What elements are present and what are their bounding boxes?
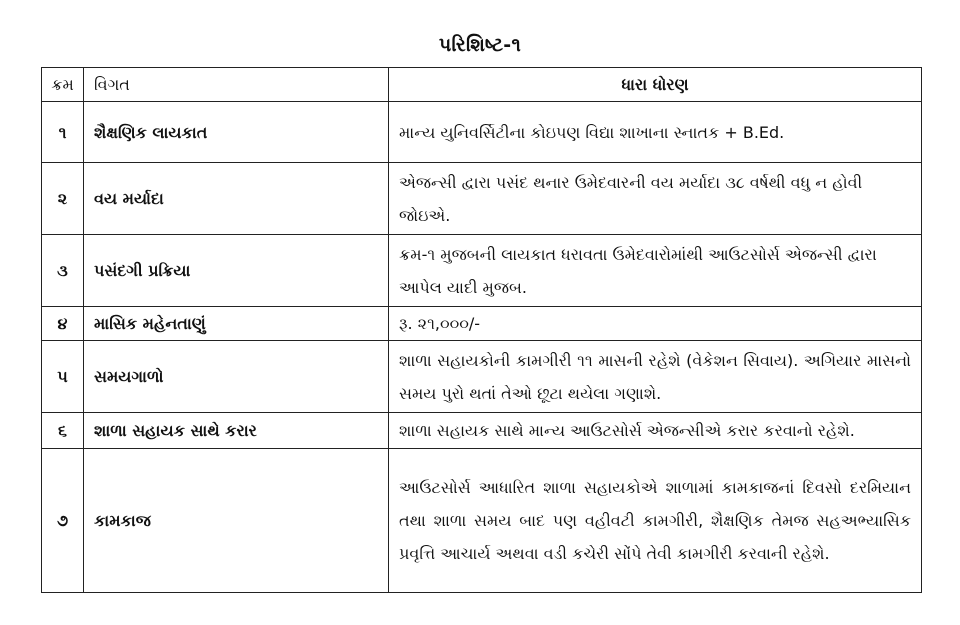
row-number: ૪ (42, 307, 84, 341)
row-criteria: શાળા સહાયક સાથે માન્ય આઉટસોર્સ એજન્સીએ કરાર કરવાનો રહેશે. (389, 413, 922, 449)
row-detail: સમયગાળો (84, 341, 389, 413)
row-detail: શૈક્ષણિક લાયકાત (84, 102, 389, 163)
header-number: ક્રમ (42, 68, 84, 102)
row-detail: કામકાજ (84, 449, 389, 593)
table-row (42, 163, 922, 235)
row-criteria: રૂ. ૨૧,૦૦૦/- (389, 307, 922, 341)
table-header-row (42, 68, 922, 102)
header-criteria: ધારા ધોરણ (389, 68, 922, 102)
row-criteria: માન્ય યુનિવર્સિટીના કોઇપણ વિદ્યા શાખાના સ્નાતક + B.Ed. (389, 102, 922, 163)
header-detail: વિગત (84, 68, 389, 102)
row-number: ૭ (42, 449, 84, 593)
table-row (42, 413, 922, 449)
table-row (42, 449, 922, 593)
row-number: ૧ (42, 102, 84, 163)
row-criteria: આઉટસોર્સ આધારિત શાળા સહાયકોએ શાળામાં કામકાજનાં દિવસો દરમિયાન તથા શાળા સમય બાદ પણ વહીવટી કામગીરી, શૈક્ષણિક તેમજ સહઅભ્યાસિક પ્રવૃત્તિ આચાર્ય અથવા વડી કચેરી સોંપે તેવી કામગીરી કરવાની રહેશે. (389, 449, 922, 593)
row-number: ૫ (42, 341, 84, 413)
row-detail: વય મર્યાદા (84, 163, 389, 235)
row-number: ૩ (42, 235, 84, 307)
row-number: ૬ (42, 413, 84, 449)
table-row (42, 307, 922, 341)
table-row (42, 235, 922, 307)
row-detail: પસંદગી પ્રક્રિયા (84, 235, 389, 307)
criteria-table (41, 67, 922, 593)
page-title: પરિશિષ્ટ-૧ (438, 34, 522, 56)
row-detail: શાળા સહાયક સાથે કરાર (84, 413, 389, 449)
row-number: ૨ (42, 163, 84, 235)
table-row (42, 102, 922, 163)
row-criteria: ક્રમ-૧ મુજબની લાયકાત ધરાવતા ઉમેદવારોમાંથી આઉટસોર્સ એજન્સી દ્વારા આપેલ યાદી મુજબ. (389, 235, 922, 307)
row-criteria: એજન્સી દ્વારા પસંદ થનાર ઉમેદવારની વય મર્યાદા ૩૮ વર્ષથી વધુ ન હોવી જોઇએ. (389, 163, 922, 235)
table-row (42, 341, 922, 413)
row-detail: માસિક મહેનતાણું (84, 307, 389, 341)
row-criteria: શાળા સહાયકોની કામગીરી ૧૧ માસની રહેશે (વેકેશન સિવાય). અગિયાર માસનો સમય પુરો થતાં તેઓ છૂટા થયેલા ગણાશે. (389, 341, 922, 413)
